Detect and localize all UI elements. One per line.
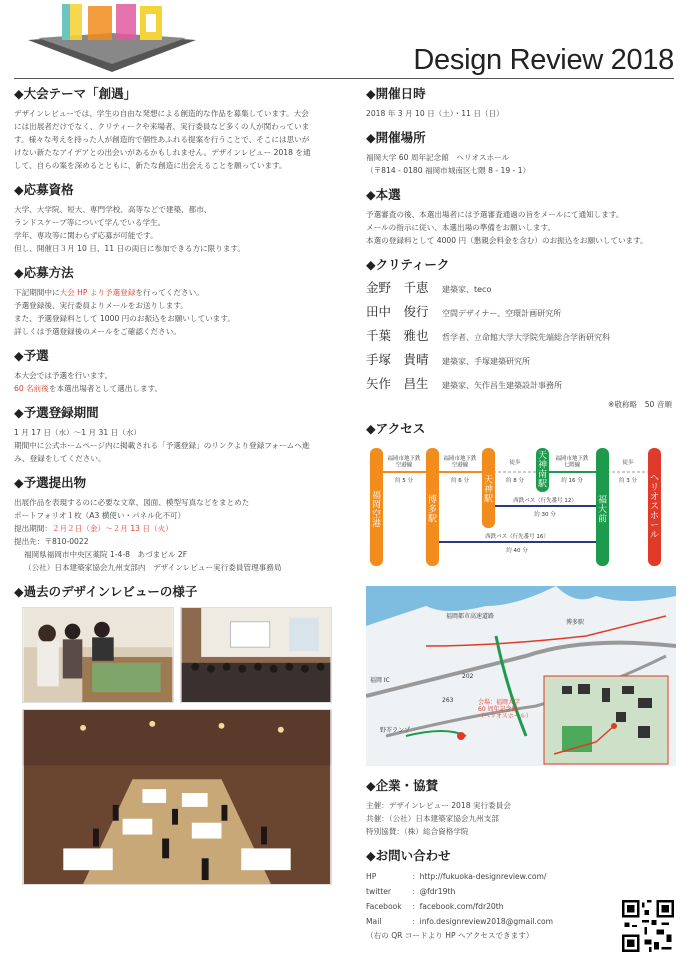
walk-label: 徒歩 — [622, 460, 634, 466]
eligibility-line: 大学、大学院、短大、専門学校、高等などで建築、都市、 — [14, 205, 212, 214]
contact-key: Facebook — [366, 902, 402, 911]
final-line: 予選審査の後、本選出場者には予選審査通過の旨をメールにて通知します。 — [366, 210, 624, 219]
past-photo-lecture-hall — [180, 607, 332, 703]
submission-section — [14, 475, 344, 574]
critic-row — [366, 350, 676, 374]
venue-line: （〒814 - 0180 福岡市城南区七隈 8 - 19 - 1） — [366, 166, 531, 175]
theme-line: デザインレビューでは、学生の自由な発想による創造的な作品を募集しています。大会 — [14, 109, 309, 118]
method-heading: ◆応募方法 — [14, 265, 74, 280]
final-line: メールの指示に従い、本選出場の準備をお願いします。 — [366, 223, 556, 232]
contact-key: twitter — [366, 887, 392, 896]
prelim-line: 本大会では予選を行います。 — [14, 371, 113, 380]
past-photos — [14, 605, 344, 885]
access-heading: ◆アクセス — [366, 421, 426, 436]
time-label: 約 6 分 — [451, 478, 469, 484]
theme-heading: ◆大会テーマ「創遇」 — [14, 86, 137, 101]
submission-address: 提出先：〒810-0022 — [14, 537, 89, 546]
method-line — [14, 286, 344, 299]
eligibility-line: 但し、開催日３月 10 日、11 日の両日に参加できる方に限ります。 — [14, 244, 245, 253]
past-heading: ◆過去のデザインレビューの様子 — [14, 584, 198, 599]
theme-line: けない新たなアイデアとの出会いがあるかもしれません。デザインレビュー 2018 を通 — [14, 148, 311, 157]
time-label: 約 3 分 — [619, 478, 637, 484]
deadline-label: 提出期間： — [14, 524, 52, 533]
past-section — [14, 584, 344, 885]
theme-section — [14, 86, 344, 172]
map-label-venue: （ヘリオスホール） — [478, 713, 532, 720]
period-heading: ◆予選登録期間 — [14, 405, 99, 420]
past-photo-exhibition-hall — [22, 709, 332, 885]
eligibility-section — [14, 182, 344, 255]
venue-heading: ◆開催場所 — [366, 130, 426, 145]
theme-line: す。様々な考えを持った人が創造的で個性あふれる提案を行うことで、そこには思いが — [14, 135, 310, 144]
past-photo-model-review — [22, 607, 174, 703]
critique-heading: ◆クリティーク — [366, 257, 450, 272]
critic-name: 田中 俊行 — [366, 304, 429, 319]
sponsor-line: 主催：デザインレビュー 2018 実行委員会 — [366, 801, 511, 810]
contact-value[interactable]: ：@fdr19th — [412, 887, 456, 896]
sponsors-section — [366, 778, 676, 838]
line-label-airport: 空港線 — [395, 462, 413, 469]
line-label-nanakuma: 福岡市地下鉄 — [555, 456, 589, 462]
page-title: Design Review 2018 — [413, 44, 674, 76]
critic-name: 千葉 雅也 — [366, 328, 429, 343]
sponsor-line: 特別協賛：（株）総合資格学院 — [366, 827, 469, 836]
bus-label: 西鉄バス（行先番号 12） — [513, 498, 577, 504]
prelim-section — [14, 348, 344, 395]
eligibility-heading: ◆応募資格 — [14, 182, 74, 197]
method-text: 下記期間中に — [14, 288, 60, 297]
critic-name: 手塚 貴晴 — [366, 352, 429, 367]
period-dates: 1 月 17 日（水）〜1 月 31 日（水） — [14, 428, 142, 437]
qr-code-icon[interactable] — [622, 900, 674, 952]
theme-line: して、自らの案を深めるとともに、新たな創造に出会えることを願っています。 — [14, 161, 287, 170]
time-label: 約 5 分 — [395, 478, 413, 484]
line-label-subway: 福岡市地下鉄 — [443, 456, 477, 462]
theme-line: には出展者だけでなく、クリティークや来場者、実行委員など多くの人が関わっていま — [14, 122, 310, 131]
hp-registration-link[interactable]: 大会 HP より予選登録 — [59, 288, 136, 297]
time-label: 約 16 分 — [561, 478, 583, 484]
header-rule — [14, 78, 674, 79]
sponsors-heading: ◆企業・協賛 — [366, 778, 439, 793]
deadline-dates: ２月２日（金）〜２月 13 日（火） — [51, 524, 173, 533]
contact-value[interactable]: ：facebook.com/fdr20th — [412, 902, 504, 911]
critic-desc: 建築家、手塚建築研究所 — [442, 357, 530, 366]
walk-label: 徒歩 — [509, 460, 521, 466]
method-note: 詳しくは予選登録後のメールをご確認ください。 — [14, 327, 181, 336]
venue-section — [366, 130, 676, 177]
critic-row — [366, 302, 676, 326]
contact-heading: ◆お問い合わせ — [366, 848, 451, 863]
contact-value[interactable]: ：info.designreview2018@gmail.com — [412, 917, 554, 926]
access-route-diagram — [366, 442, 676, 572]
sponsor-line: 共催：（公社）日本建築家協会九州支部 — [366, 814, 499, 823]
bus-time-label: 約 30 分 — [534, 512, 556, 518]
left-column — [14, 86, 344, 895]
prelim-text: を本選出場者として選出します。 — [48, 384, 163, 393]
submission-deadline — [14, 522, 344, 535]
map-label-ic: 福岡 IC — [370, 677, 390, 684]
critic-row — [366, 278, 676, 302]
qr-note: （右の QR コードより HP へアクセスできます） — [366, 931, 534, 940]
prelim-heading: ◆予選 — [14, 348, 49, 363]
period-section — [14, 405, 344, 465]
dates-line: 2018 年 3 月 10 日（土）・11 日（日） — [366, 109, 504, 118]
critic-row — [366, 326, 676, 350]
map-label-venue: 会場：福岡大学 — [478, 699, 521, 706]
final-section — [366, 187, 676, 247]
submission-heading: ◆予選提出物 — [14, 475, 87, 490]
map-label-route-263: 263 — [442, 697, 454, 704]
submission-line: 出展作品を表現するのに必要な文章、図面、模型写真などをまとめた — [14, 498, 250, 507]
method-section — [14, 265, 344, 338]
map-label-route-202: 202 — [462, 673, 474, 680]
period-line: 期間中に公式ホームページ内に掲載される「予選登録」のリンクより登録フォームへ進 — [14, 441, 310, 450]
contact-value[interactable]: ：http://fukuoka-designreview.com/ — [412, 872, 547, 881]
critique-section — [366, 257, 676, 411]
contact-key: HP — [366, 872, 377, 881]
critic-name: 金野 千恵 — [366, 280, 429, 295]
map-label-ramp: 野芥ランプ — [380, 727, 411, 734]
submission-address: （公社）日本建築家協会九州支部内 デザインレビュー実行委員管理事務局 — [24, 563, 282, 572]
critic-desc: 建築家、矢作昌生建築設計事務所 — [442, 381, 562, 390]
method-text: を行ってください。 — [135, 288, 204, 297]
dates-section — [366, 86, 676, 120]
station-label: 天神駅 — [483, 475, 494, 505]
line-label-airport: 福岡市地下鉄 — [387, 456, 421, 462]
critic-desc: 哲学者、立命館大学大学院先端総合学術研究科 — [442, 333, 610, 342]
header — [0, 0, 688, 80]
final-line: 本選の登録料として 4000 円（懇親会料金を含む）のお振込をお願いしています。 — [366, 236, 648, 245]
eligibility-line: 学年、専攻等に関わらず応募が可能です。 — [14, 231, 158, 240]
map-label-expressway: 福岡都市高速道路 — [446, 613, 495, 620]
station-label: ヘリオスホール — [649, 473, 660, 541]
contact-row-twitter[interactable] — [366, 884, 676, 899]
line-label-subway: 空港線 — [451, 462, 469, 469]
line-label-nanakuma: 七隈線 — [563, 462, 581, 469]
station-label: 天神南駅 — [537, 451, 548, 490]
critic-desc: 建築家、teco — [442, 285, 492, 294]
period-line: み、登録をしてください。 — [14, 454, 106, 463]
station-label: 福大前 — [597, 495, 608, 525]
submission-line: ポートフォリオ１枚（A3 横使い・パネル化不可） — [14, 511, 186, 520]
critique-note: ※敬称略 50 音順 — [607, 400, 672, 409]
bus-time-label: 約 40 分 — [506, 548, 528, 554]
method-line: また、予選登録料として 1000 円のお振込をお願いしています。 — [14, 314, 235, 323]
access-map — [366, 586, 676, 766]
final-heading: ◆本選 — [366, 187, 401, 202]
prelim-line — [14, 382, 344, 395]
critic-name: 矢作 昌生 — [366, 376, 429, 391]
station-label: 福岡空港 — [371, 491, 382, 530]
contact-key: Mail — [366, 917, 382, 926]
submission-address: 福岡県福岡市中央区薬院 1-4-8 あづまビル 2F — [24, 550, 188, 559]
critic-desc: 空間デザイナー、空環計画研究所 — [442, 309, 562, 318]
method-line: 予選登録後、実行委員よりメールをお送りします。 — [14, 301, 188, 310]
contact-row-hp[interactable] — [366, 869, 676, 884]
station-label: 博多駅 — [427, 495, 438, 525]
dates-heading: ◆開催日時 — [366, 86, 426, 101]
time-label: 約 8 分 — [506, 478, 524, 484]
bus-label: 西鉄バス（行先番号 16） — [485, 534, 549, 540]
right-column — [366, 86, 676, 952]
map-label-hakata: 博多駅 — [566, 619, 585, 626]
fdr-logo — [28, 0, 196, 72]
access-section — [366, 421, 676, 770]
map-label-venue: 60 周年記念館 — [478, 706, 518, 713]
eligibility-line: ランドスケープ等について学んでいる学生。 — [14, 218, 166, 227]
prelim-count: 60 名前後 — [14, 384, 49, 393]
venue-line: 福岡大学 60 周年記念館 ヘリオスホール — [366, 153, 510, 162]
critic-row — [366, 374, 676, 398]
